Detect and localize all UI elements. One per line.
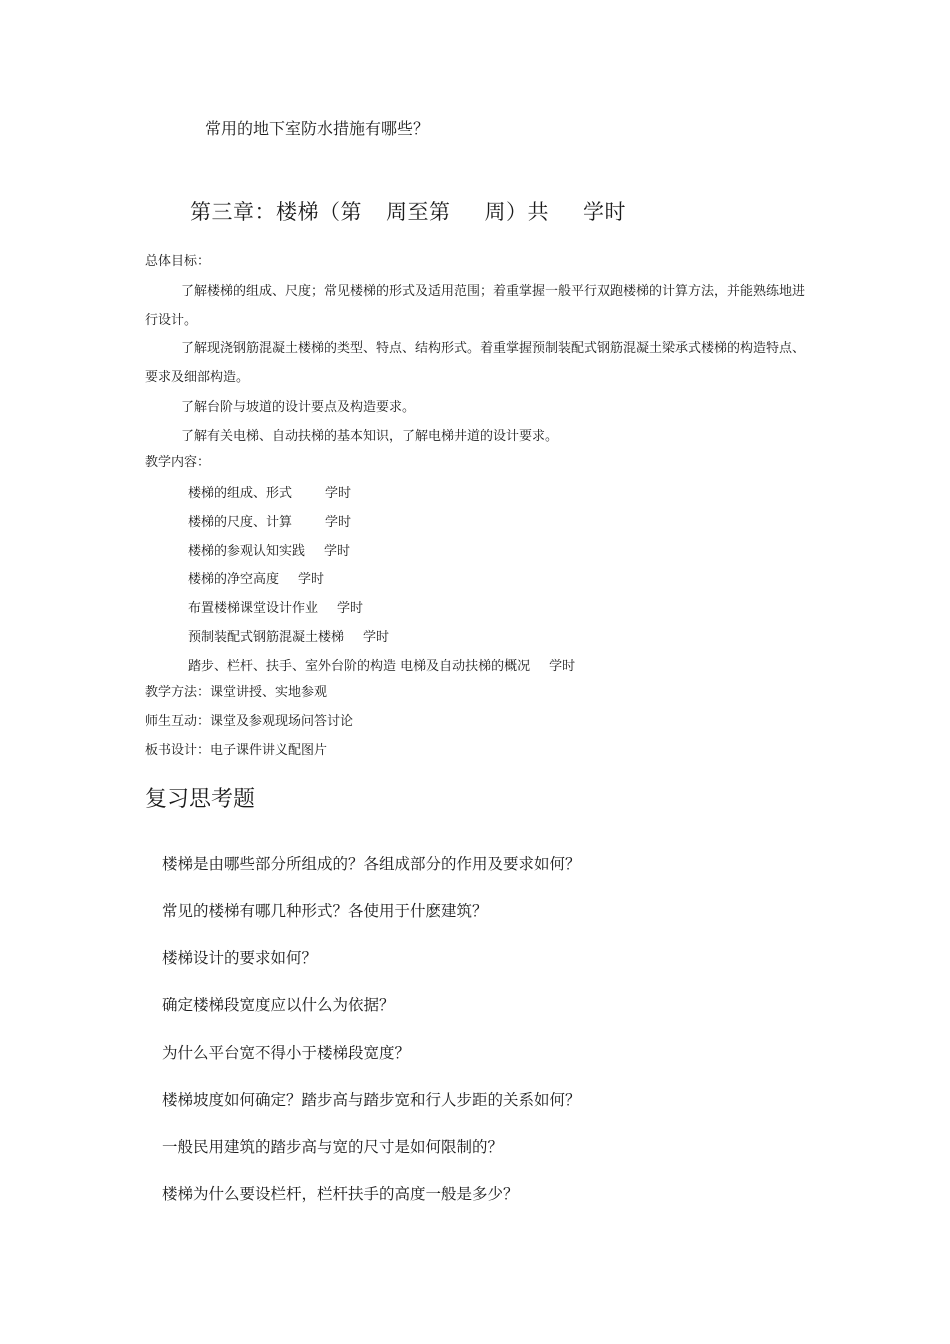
content-item-hours: 学时 xyxy=(325,486,352,501)
content-item-hours: 学时 xyxy=(324,544,351,559)
content-item xyxy=(188,482,351,501)
content-item xyxy=(188,655,575,674)
content-item xyxy=(188,626,389,645)
content-item-topic: 布置楼梯课堂设计作业 xyxy=(188,601,319,616)
content-item-topic: 楼梯的参观认知实践 xyxy=(188,544,306,559)
goals-paragraph-2: 了解现浇钢筋混凝土楼梯的类型、特点、结构形式。着重掌握预制装配式钢筋混凝土梁承式楼梯的构造特点、要求及细部构造。 xyxy=(145,341,806,385)
content-item-hours: 学时 xyxy=(325,515,352,530)
content-item-hours: 学时 xyxy=(298,572,325,587)
chapter-title-part3: 周）共 xyxy=(484,200,549,224)
content-item xyxy=(188,511,351,530)
content-item xyxy=(188,568,324,587)
content-item-topic: 楼梯的尺度、计算 xyxy=(188,515,293,530)
chapter-title-part1: 第三章：楼梯（第 xyxy=(190,200,362,224)
review-question: 一般民用建筑的踏步高与宽的尺寸是如何限制的？ xyxy=(162,1138,504,1156)
goals-paragraph-1: 了解楼梯的组成、尺度；常见楼梯的形式及适用范围；着重掌握一般平行双跑楼梯的计算方法，并能熟练地进行设计。 xyxy=(145,284,806,328)
review-question: 楼梯为什么要设栏杆，栏杆扶手的高度一般是多少？ xyxy=(162,1185,519,1203)
content-label: 教学内容： xyxy=(145,455,211,470)
review-question: 楼梯是由哪些部分所组成的？各组成部分的作用及要求如何？ xyxy=(162,855,581,873)
content-item-hours: 学时 xyxy=(337,601,364,616)
teaching-method: 教学方法：课堂讲授、实地参观 xyxy=(145,685,328,700)
lead-question: 常用的地下室防水措施有哪些？ xyxy=(205,119,430,138)
chapter-title xyxy=(190,196,626,226)
review-title: 复习思考题 xyxy=(145,787,256,812)
review-question: 为什么平台宽不得小于楼梯段宽度？ xyxy=(162,1044,411,1062)
goals-line-1: 了解台阶与坡道的设计要点及构造要求。 xyxy=(181,400,416,415)
content-item xyxy=(188,597,363,616)
content-item-hours: 学时 xyxy=(363,630,390,645)
content-item-topic: 预制装配式钢筋混凝土楼梯 xyxy=(188,630,345,645)
chapter-title-part2: 周至第 xyxy=(386,200,451,224)
content-item-topic: 楼梯的组成、形式 xyxy=(188,486,293,501)
goals-line-2: 了解有关电梯、自动扶梯的基本知识，了解电梯井道的设计要求。 xyxy=(181,429,559,444)
review-question: 确定楼梯段宽度应以什么为依据？ xyxy=(162,996,395,1014)
review-question: 楼梯坡度如何确定？踏步高与踏步宽和行人步距的关系如何？ xyxy=(162,1091,581,1109)
goals-label: 总体目标： xyxy=(145,254,211,269)
content-item-topic: 踏步、栏杆、扶手、室外台阶的构造 电梯及自动扶梯的概况 xyxy=(188,659,531,674)
content-item xyxy=(188,540,350,559)
chapter-title-part4: 学时 xyxy=(583,200,626,224)
content-item-topic: 楼梯的净空高度 xyxy=(188,572,280,587)
review-question: 楼梯设计的要求如何？ xyxy=(162,949,318,967)
review-question: 常见的楼梯有哪几种形式？各使用于什麽建筑？ xyxy=(162,902,488,920)
teacher-student-interaction: 师生互动：课堂及参观现场问答讨论 xyxy=(145,714,354,729)
content-item-hours: 学时 xyxy=(549,659,576,674)
board-design: 板书设计：电子课件讲义配图片 xyxy=(145,743,328,758)
